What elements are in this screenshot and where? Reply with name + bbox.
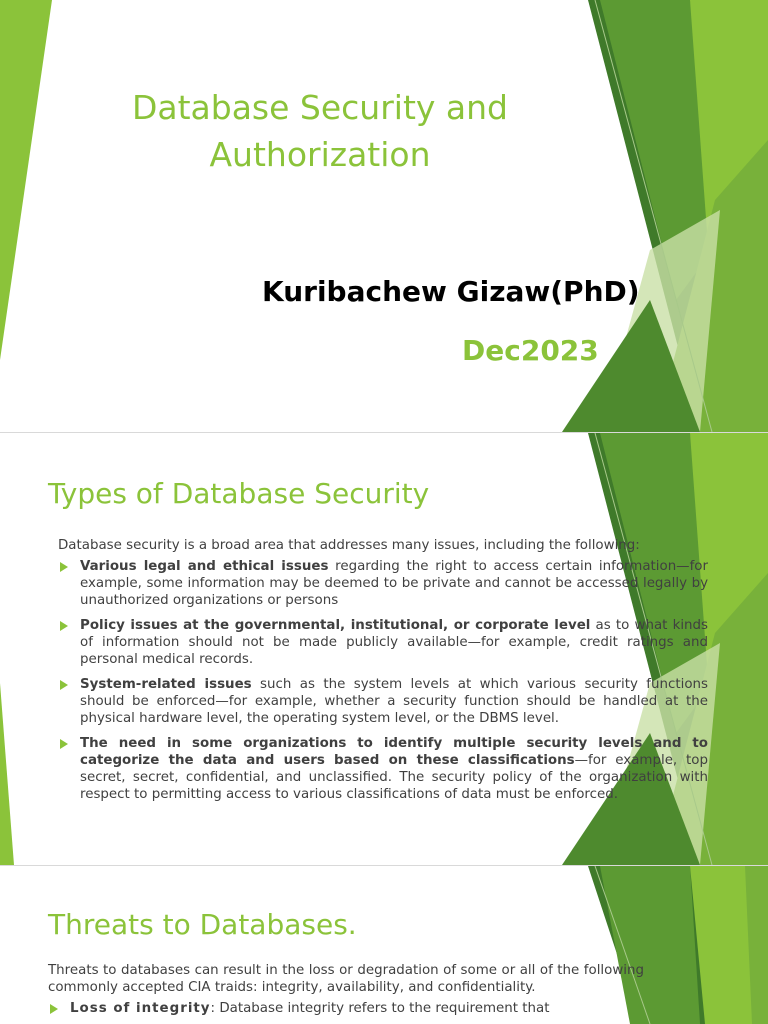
presentation-title: Database Security and Authorization xyxy=(131,88,509,174)
bullet-text: : Database integrity refers to the requirement that xyxy=(210,1001,550,1016)
slide-body xyxy=(58,537,708,811)
list-item xyxy=(48,1000,644,1017)
list-item xyxy=(58,735,708,803)
presentation-date: Dec2023 xyxy=(462,334,599,367)
intro-text: Database security is a broad area that addresses many issues, including the following: xyxy=(58,538,640,553)
list-item xyxy=(58,676,708,727)
bullet-lead: The need in some organizations to identify multiple security levels and to categorize the data and users based on these classifications xyxy=(80,736,708,768)
bullet-list xyxy=(48,1000,644,1017)
bullet-lead: Loss of integrity xyxy=(70,1001,211,1016)
bullet-arrow-icon xyxy=(60,621,68,631)
bullet-lead: Policy issues at the governmental, institutional, or corporate level xyxy=(80,618,591,633)
bullet-text: as to what kinds of information should not be made publicly available—for example, credit ratings and personal medical records. xyxy=(80,618,709,667)
bullet-text: regarding the right to access certain information—for example, some information may be deemed to be private and cannot be accessed legally by unauthorized organizations or persons xyxy=(80,559,708,608)
bullet-lead: System-related issues xyxy=(80,677,252,692)
slide-body xyxy=(48,962,644,1024)
slide-title: Types of Database Security xyxy=(48,477,430,510)
title-slide xyxy=(0,0,768,432)
slide-decoration xyxy=(0,0,768,432)
threats-slide xyxy=(0,866,768,1024)
bullet-arrow-icon xyxy=(60,739,68,749)
bullet-list xyxy=(58,558,708,803)
bullet-arrow-icon xyxy=(50,1004,58,1014)
slide-title: Threats to Databases. xyxy=(48,908,357,941)
intro-text: Threats to databases can result in the loss or degradation of some or all of the following commonly accepted CIA traids: integrity, availability, and confidentiality. xyxy=(48,963,644,995)
list-item xyxy=(58,558,708,609)
types-slide xyxy=(0,433,768,865)
list-item xyxy=(58,617,708,668)
bullet-text: —for example, top secret, secret, confidential, and unclassified. The security policy of the organization with respect to permitting access to various classifications of data must be enforced. xyxy=(80,753,708,802)
bullet-text: such as the system levels at which various security functions should be enforced—for example, whether a security function should be handled at the physical hardware level, the operating system level, or the DBMS level. xyxy=(80,677,708,726)
bullet-arrow-icon xyxy=(60,562,68,572)
bullet-arrow-icon xyxy=(60,680,68,690)
author-name: Kuribachew Gizaw(PhD) xyxy=(262,275,640,308)
bullet-lead: Various legal and ethical issues xyxy=(80,559,329,574)
